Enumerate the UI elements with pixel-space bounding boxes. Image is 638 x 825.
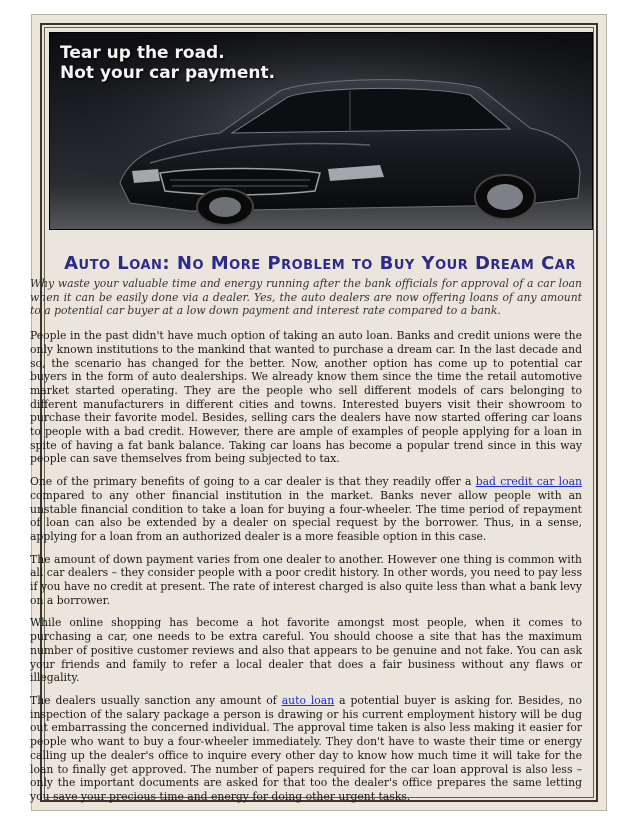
- hero-tagline: Tear up the road. Not your car payment.: [60, 43, 276, 83]
- paragraph-5: The dealers usually sanction any amount of auto loan a potential buyer is asking for. Besides, no inspection of the salary package a person is drawing or his current employment history will be dug out embarrassing the concerned individual. The approval time taken is also less making it easier for people who want to buy a four-wheeler immediately. They don't have to waste their time or energy calling up the dealer's office to inquire every other day to know how much time it will take for the loan to finally get approved. The number of papers required for the car loan approval is also less – only the important documents are asked for that too the dealer's office prepares the same letting you save your precious time and energy for doing other urgent tasks.: [30, 693, 582, 803]
- article-body: [30, 277, 582, 813]
- paragraph-1: People in the past didn't have much option of taking an auto loan. Banks and credit unions were the only known institutions to the mankind that wanted to purchase a dream car. In the last decade and so, the scenario has changed for the better. Now, another option has come up to potential car buyers in the form of auto dealerships. We already know them since the time the retail automotive market started operating. They are the people who sell different models of cars belonging to different manufacturers in different cities and towns. Interested buyers visit their showroom to purchase their favorite model. Besides, selling cars the dealers have now started offering car loans to people with a bad credit. However, there are ample of examples of people applying for a loan in spite of having a fat bank balance. Taking car loans has become a popular trend since in this way people can save themselves from being subjected to tax.: [30, 329, 582, 466]
- hero-banner-image: [49, 32, 593, 230]
- page-title: Auto Loan: No More Problem to Buy Your Dream Car: [64, 253, 576, 274]
- paragraph-3: The amount of down payment varies from one dealer to another. However one thing is common with all car dealers – they consider people with a poor credit history. In other words, you need to pay less if you have no credit at present. The rate of interest charged is also quite less than what a bank levy on a borrower.: [30, 552, 582, 607]
- paragraph-2: One of the primary benefits of going to a car dealer is that they readily offer a bad credit car loan compared to any other financial institution in the market. Banks never allow people with an unstable financial condition to take a loan for buying a four-wheeler. The time period of repayment of loan can also be extended by a dealer on special request by the borrower. Thus, in a sense, applying for a loan from an authorized dealer is a more feasible option in this case.: [30, 475, 582, 543]
- paragraph-4: While online shopping has become a hot favorite amongst most people, when it comes to purchasing a car, one needs to be extra careful. You should choose a site that has the maximum number of positive customer reviews and also that appears to be genuine and not fake. You can ask your friends and family to refer a local dealer that does a fair business without any flaws or illegality.: [30, 616, 582, 685]
- intro-paragraph: Why waste your valuable time and energy running after the bank officials for approval of a car loan when it can be easily done via a dealer. Yes, the auto dealers are now offering loans of any amount to a potential car buyer at a low down payment and interest rate compared to a bank.: [30, 277, 582, 318]
- bad-credit-car-loan-link[interactable]: bad credit car loan: [475, 475, 582, 489]
- auto-loan-link[interactable]: auto loan: [281, 693, 335, 707]
